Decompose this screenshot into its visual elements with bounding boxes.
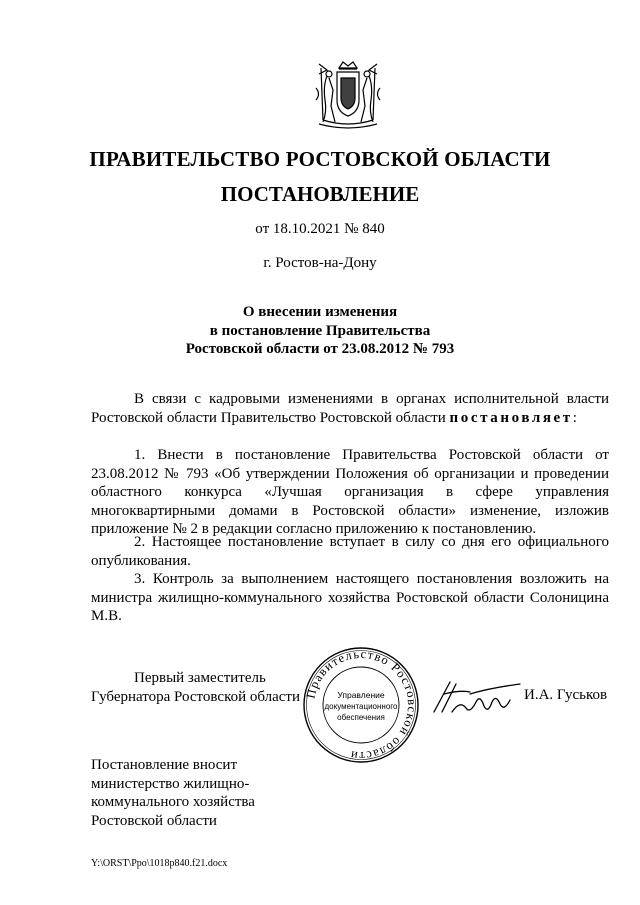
signer-position-line: Губернатора Ростовской области — [91, 688, 301, 705]
stamp-ring-text: Правительство Ростовской области — [303, 646, 420, 764]
document-type-title: ПОСТАНОВЛЕНИЕ — [220, 182, 420, 206]
introduced-by-line: Ростовской области — [91, 812, 217, 829]
subject-line: в постановление Правительства — [209, 322, 431, 339]
document-city: г. Ростов-на-Дону — [263, 255, 377, 271]
signer-position-line: Первый заместитель — [134, 670, 266, 686]
clause-2: 2. Настоящее постановление вступает в силу со дня его официального опубликования. — [91, 534, 609, 569]
subject-line: О внесении изменения — [242, 304, 398, 320]
document-subject — [0, 303, 640, 359]
introduced-by — [91, 756, 255, 830]
introduced-by-line: коммунального хозяйства — [91, 794, 255, 810]
introduced-by-line: Постановление вносит — [91, 757, 238, 773]
document-date-number: от 18.10.2021 № 840 — [255, 221, 385, 237]
file-path: Y:\ORST\Ppo\1018p840.f21.docx — [91, 858, 228, 869]
coat-of-arms-icon — [313, 60, 383, 132]
handwritten-signature — [430, 672, 522, 722]
signer-name: И.А. Гуськов — [524, 687, 608, 703]
official-stamp — [302, 646, 420, 764]
preamble-paragraph — [91, 390, 609, 427]
stamp-center-line: документационного — [324, 702, 398, 711]
signer-position — [91, 669, 300, 706]
preamble-end: : — [572, 409, 577, 426]
stamp-center-line: обеспечения — [337, 713, 385, 722]
government-title: ПРАВИТЕЛЬСТВО РОСТОВСКОЙ ОБЛАСТИ — [89, 147, 551, 171]
subject-line: Ростовской области от 23.08.2012 № 793 — [185, 341, 455, 357]
clause-1: 1. Внести в постановление Правительства Ростовской области от 23.08.2012 № 793 «Об утверждении Положения об организации и проведении областного конкурса «Лучшая организация в сфере управления многоквартирными домами в Ростовской области» изменение, изложив приложение № 2 в редакции согласно приложению к постановлению. — [91, 447, 609, 537]
resolves-keyword: постановляет — [449, 409, 573, 426]
introduced-by-line: министерство жилищно- — [91, 775, 250, 792]
stamp-center-line: Управление — [337, 690, 385, 700]
clause-3: 3. Контроль за выполнением настоящего постановления возложить на министра жилищно-коммунального хозяйства Ростовской области Солоницина М.В. — [91, 571, 609, 624]
preamble-text: В связи с кадровыми изменениями в органах исполнительной власти Ростовской области Правительство Ростовской области — [91, 391, 609, 426]
